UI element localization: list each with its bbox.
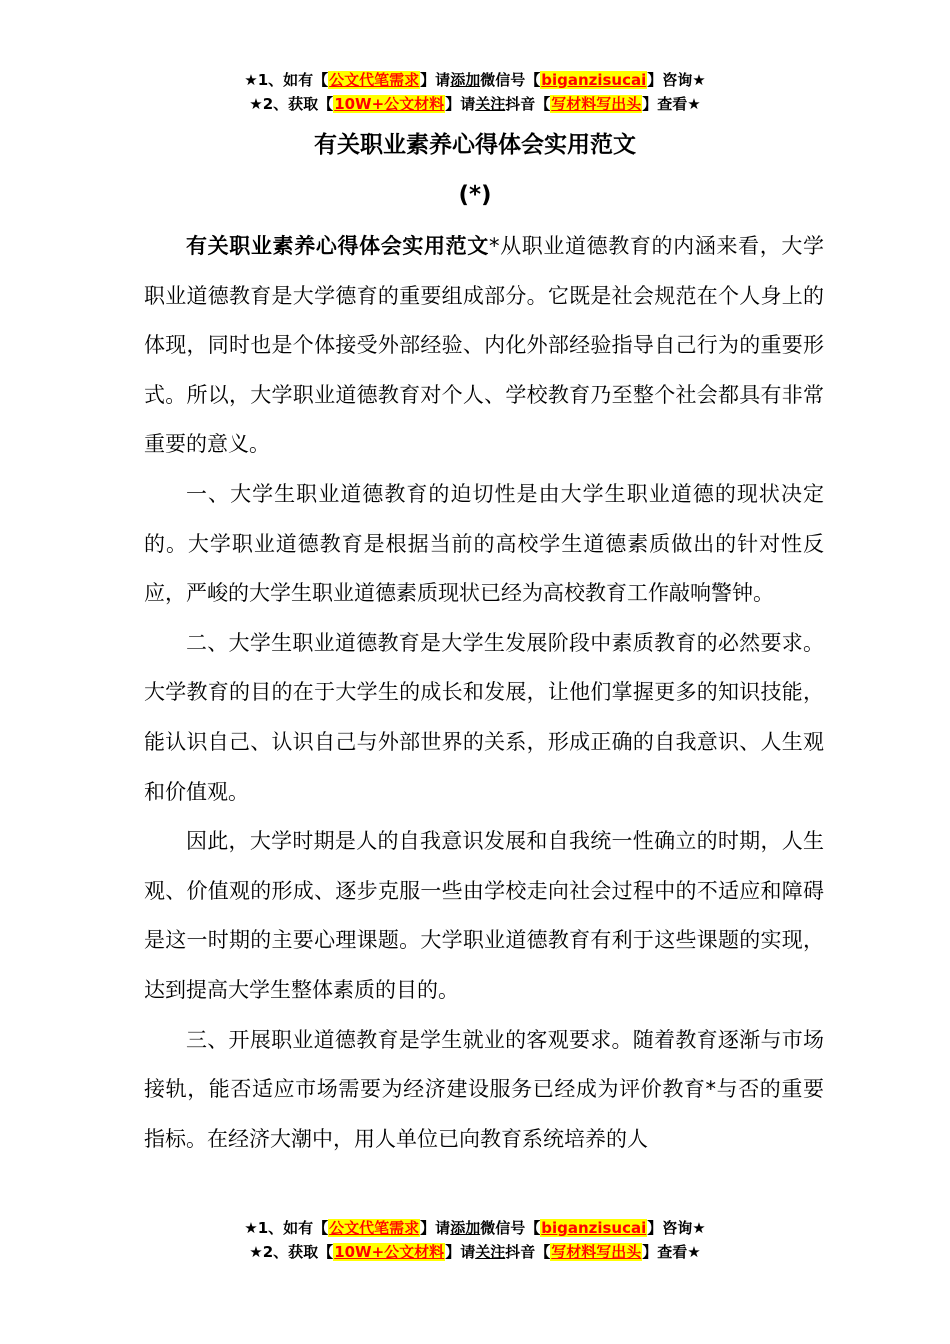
banner-highlight: 写材料写出头: [551, 1243, 642, 1261]
banner-text: 】查看★: [642, 1243, 701, 1261]
document-subtitle: (*): [458, 182, 492, 208]
banner-line-1: [0, 68, 950, 92]
header-banner: [0, 68, 950, 116]
banner-text: ★2、获取【: [249, 95, 334, 113]
document-body: [144, 222, 824, 1164]
banner-text: ★2、获取【: [249, 1243, 334, 1261]
banner-line-1: [0, 1216, 950, 1240]
banner-text: ★1、如有【: [244, 1219, 329, 1237]
banner-text: ★1、如有【: [244, 71, 329, 89]
banner-text: 】请: [420, 71, 451, 89]
banner-highlight: 10W+公文材料: [334, 95, 445, 113]
banner-text: 】请: [420, 1219, 451, 1237]
banner-text: 】请: [445, 1243, 476, 1261]
banner-text: 】咨询★: [647, 71, 706, 89]
paragraph: 因此，大学时期是人的自我意识发展和自我统一性确立的时期，人生观、价值观的形成、逐步克服一些由学校走向社会过程中的不适应和障碍是这一时期的主要心理课题。大学职业道德教育有利于这些课题的实现，达到提高大学生整体素质的目的。: [144, 829, 824, 1002]
banner-line-2: [0, 1240, 950, 1264]
banner-text: 微信号【: [480, 1219, 541, 1237]
paragraph: [144, 222, 824, 470]
banner-highlight: 公文代笔需求: [329, 71, 420, 89]
banner-text: 】咨询★: [647, 1219, 706, 1237]
banner-text: 微信号【: [480, 71, 541, 89]
banner-text: 】查看★: [642, 95, 701, 113]
banner-highlight: 公文代笔需求: [329, 1219, 420, 1237]
banner-text: 抖音【: [505, 1243, 551, 1261]
paragraph: 二、大学生职业道德教育是大学生发展阶段中素质教育的必然要求。大学教育的目的在于大学生的成长和发展，让他们掌握更多的知识技能，能认识自己、认识自己与外部世界的关系，形成正确的自我意识、人生观和价值观。: [144, 630, 824, 804]
banner-line-2: [0, 92, 950, 116]
footer-banner: [0, 1216, 950, 1264]
banner-underlined: 添加: [450, 71, 481, 89]
paragraph-lead: 有关职业素养心得体会实用范文: [186, 234, 489, 258]
banner-highlight: 10W+公文材料: [334, 1243, 445, 1261]
banner-highlight: biganzisucai: [541, 71, 647, 89]
paragraph: 三、开展职业道德教育是学生就业的客观要求。随着教育逐渐与市场接轨，能否适应市场需要为经济建设服务已经成为评价教育*与否的重要指标。在经济大潮中，用人单位已向教育系统培养的人: [144, 1027, 824, 1151]
document-title: 有关职业素养心得体会实用范文: [314, 132, 636, 158]
paragraph-text: *从职业道德教育的内涵来看，大学职业道德教育是大学德育的重要组成部分。它既是社会规范在个人身上的体现，同时也是个体接受外部经验、内化外部经验指导自己行为的重要形式。所以，大学职业道德教育对个人、学校教育乃至整个社会都具有非常重要的意义。: [144, 234, 825, 457]
banner-highlight: biganzisucai: [541, 1219, 647, 1237]
banner-underlined: 添加: [450, 1219, 481, 1237]
banner-underlined: 关注: [475, 1243, 506, 1261]
banner-highlight: 写材料写出头: [551, 95, 642, 113]
paragraph: 一、大学生职业道德教育的迫切性是由大学生职业道德的现状决定的。大学职业道德教育是根据当前的高校学生道德素质做出的针对性反应，严峻的大学生职业道德素质现状已经为高校教育工作敲响警钟。: [144, 481, 824, 606]
banner-text: 】请: [445, 95, 476, 113]
banner-underlined: 关注: [475, 95, 506, 113]
banner-text: 抖音【: [505, 95, 551, 113]
